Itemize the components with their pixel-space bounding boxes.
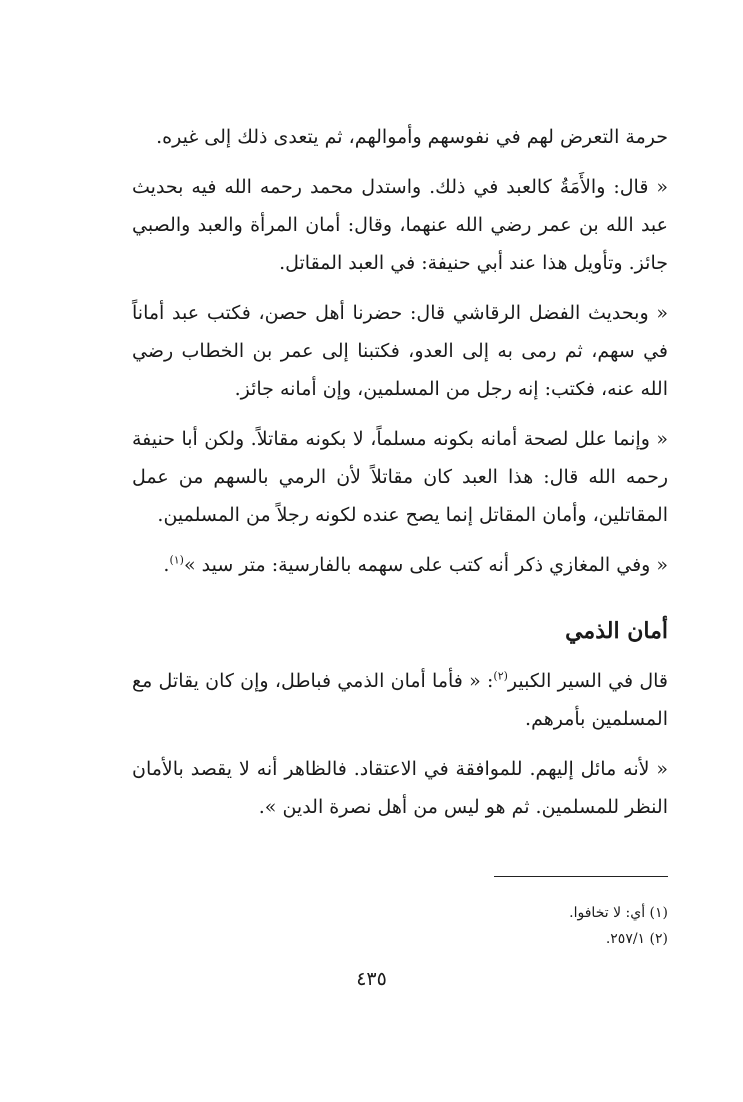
page-number: ٤٣٥ <box>356 968 387 990</box>
paragraph-5-end: . <box>163 554 170 576</box>
paragraph-6-start: قال في السير الكبير <box>507 670 668 692</box>
paragraph-4: « وإنما علل لصحة أمانه بكونه مسلماً، لا بكونه مقاتلاً. ولكن أبا حنيفة رحمه الله قال: هذا العبد كان مقاتلاً لأن الرمي بالسهم من عمل المقاتلين، وأمان المقاتل إنما يصح عنده لكونه رجلاً من المسلمين. <box>132 428 668 526</box>
footnote-ref-2: (٢) <box>493 669 508 683</box>
footnote-2: (٢) ٢٥٧/١. <box>605 931 668 947</box>
paragraph-3: « وبحديث الفضل الرقاشي قال: حضرنا أهل حصن، فكتب عبد أماناً في سهم، ثم رمى به إلى العدو، فكتبنا إلى عمر بن الخطاب رضي الله عنه، فكتب: إنه رجل من المسلمين، وإن أمانه جائز. <box>132 302 668 400</box>
paragraph-5 <box>132 546 668 584</box>
footnote-divider <box>494 876 668 877</box>
section-heading: أمان الذمي <box>565 618 668 644</box>
paragraph-7: « لأنه مائل إليهم. للموافقة في الاعتقاد. فالظاهر أنه لا يقصد بالأمان النظر للمسلمين. ثم هو ليس من أهل نصرة الدين ». <box>132 758 668 818</box>
paragraph-6-rest: : « فأما أمان الذمي فباطل، وإن كان يقاتل مع المسلمين بأمرهم. <box>132 670 668 730</box>
paragraph-5-text: « وفي المغازي ذكر أنه كتب على سهمه بالفارسية: متر سيد » <box>183 554 668 576</box>
paragraph-1: حرمة التعرض لهم في نفوسهم وأموالهم، ثم يتعدى ذلك إلى غيره. <box>156 126 668 148</box>
paragraph-2: « قال: والأَمَةُ كالعبد في ذلك. واستدل محمد رحمه الله فيه بحديث عبد الله بن عمر رضي الله عنهما، وقال: أمان المرأة والعبد والصبي جائز. وتأويل هذا عند أبي حنيفة: في العبد المقاتل. <box>132 176 668 274</box>
paragraph-6 <box>132 662 668 738</box>
page-body <box>132 118 668 838</box>
footnotes <box>400 900 668 952</box>
footnote-1: (١) أي: لا تخافوا. <box>569 905 668 921</box>
footnote-ref-1: (١) <box>169 553 184 567</box>
